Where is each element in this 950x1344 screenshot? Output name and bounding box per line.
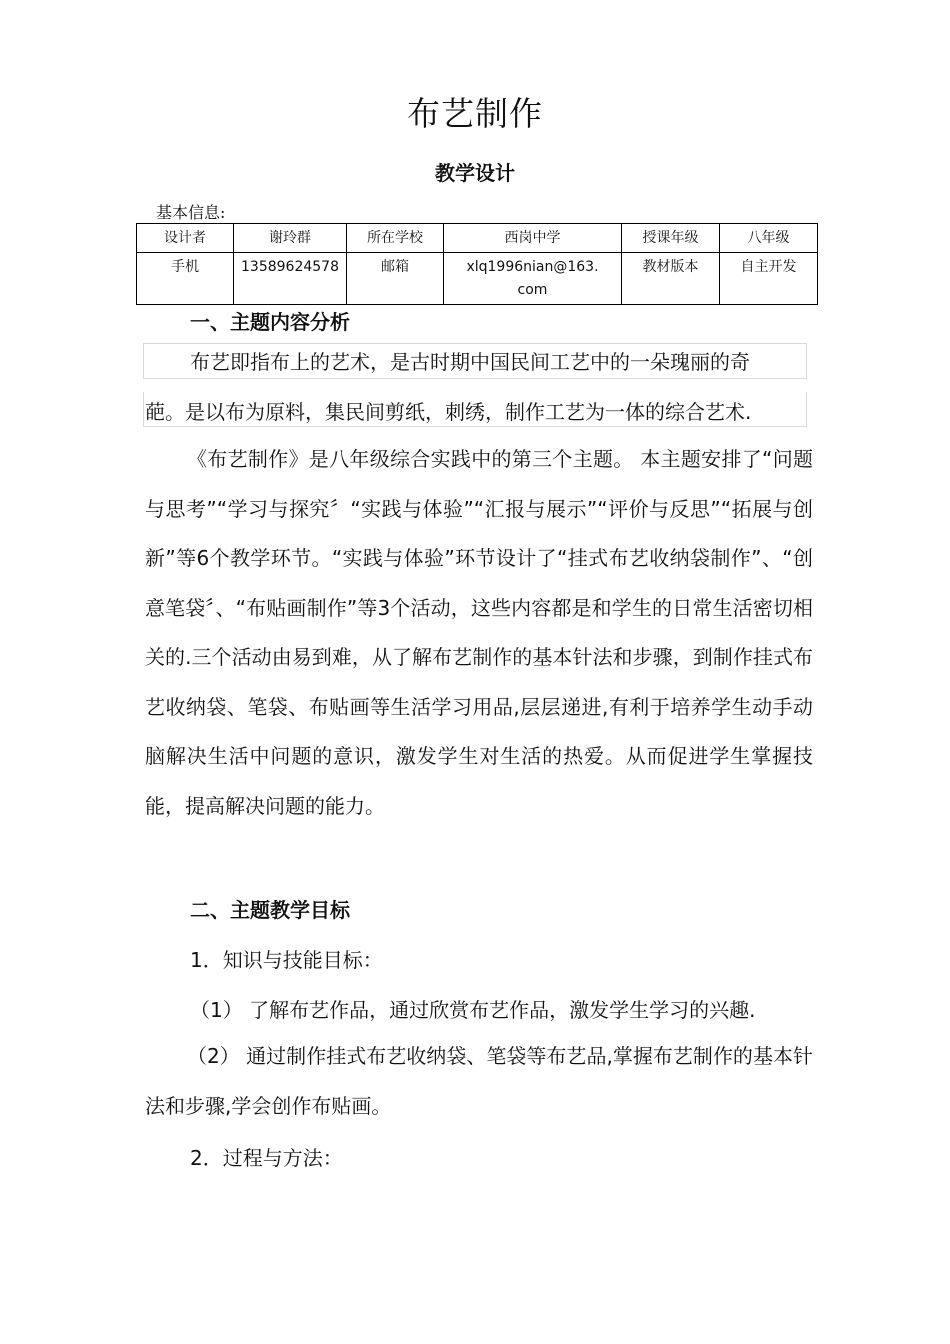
paragraph: [145, 435, 813, 831]
table-row: [137, 224, 818, 253]
table-cell: 邮箱: [347, 253, 444, 305]
paragraph-line: 布艺即指布上的艺术，是古时期中国民间工艺中的一朵瑰丽的奇: [190, 350, 750, 374]
table-cell: 13589624578: [234, 253, 347, 305]
table-cell: 授课年级: [622, 224, 720, 253]
table-cell: 所在学校: [347, 224, 444, 253]
table-cell: 设计者: [137, 224, 234, 253]
list-item: 1．知识与技能目标：: [190, 948, 383, 972]
table-cell: 西岗中学: [444, 224, 622, 253]
table-cell: 自主开发: [720, 253, 818, 305]
list-item: （2） 通过制作挂式布艺收纳袋、笔袋等布艺品,掌握布艺制作的基本针法和步骤,学会创作布贴画。: [145, 1044, 813, 1118]
table-cell: 谢玲群: [234, 224, 347, 253]
paragraph: [145, 1032, 813, 1131]
document-title: 布艺制作: [407, 94, 543, 133]
section-heading: 一、主题内容分析: [190, 310, 350, 334]
table-cell: 八年级: [720, 224, 818, 253]
document-subtitle: 教学设计: [435, 161, 515, 185]
info-label: 基本信息:: [156, 203, 226, 222]
paragraph-text: 《布艺制作》是八年级综合实践中的第三个主题。 本主题安排了“问题与思考”“学习与探究〞“实践与体验”“汇报与展示”“评价与反思”“拓展与创新”等6个教学环节。“实践与体验”环节设计了“挂式布艺收纳袋制作”、“创意笔袋〞、“布贴画制作”等3个活动，这些内容都是和学生的日常生活密切相关的.三个活动由易到难，从了解布艺制作的基本针法和步骤，到制作挂式布艺收纳袋、笔袋、布贴画等生活学习用品,层层递进,有利于培养学生动手动脑解决生活中问题的意识，激发学生对生活的热爱。从而促进学生掌握技能，提高解决问题的能力。: [145, 447, 813, 818]
table-cell: 教材版本: [622, 253, 720, 305]
paragraph-line: 葩。是以布为原料，集民间剪纸，刺绣，制作工艺为一体的综合艺术.: [145, 400, 752, 424]
section-heading: 二、主题教学目标: [190, 898, 350, 922]
info-table: [136, 223, 818, 305]
list-item: （1） 了解布艺作品，通过欣赏布艺作品，激发学生学习的兴趣.: [190, 998, 756, 1022]
list-item: 2．过程与方法：: [190, 1146, 343, 1170]
table-cell: xlq1996nian@163.com: [444, 253, 622, 305]
table-row: [137, 253, 818, 305]
table-cell: 手机: [137, 253, 234, 305]
